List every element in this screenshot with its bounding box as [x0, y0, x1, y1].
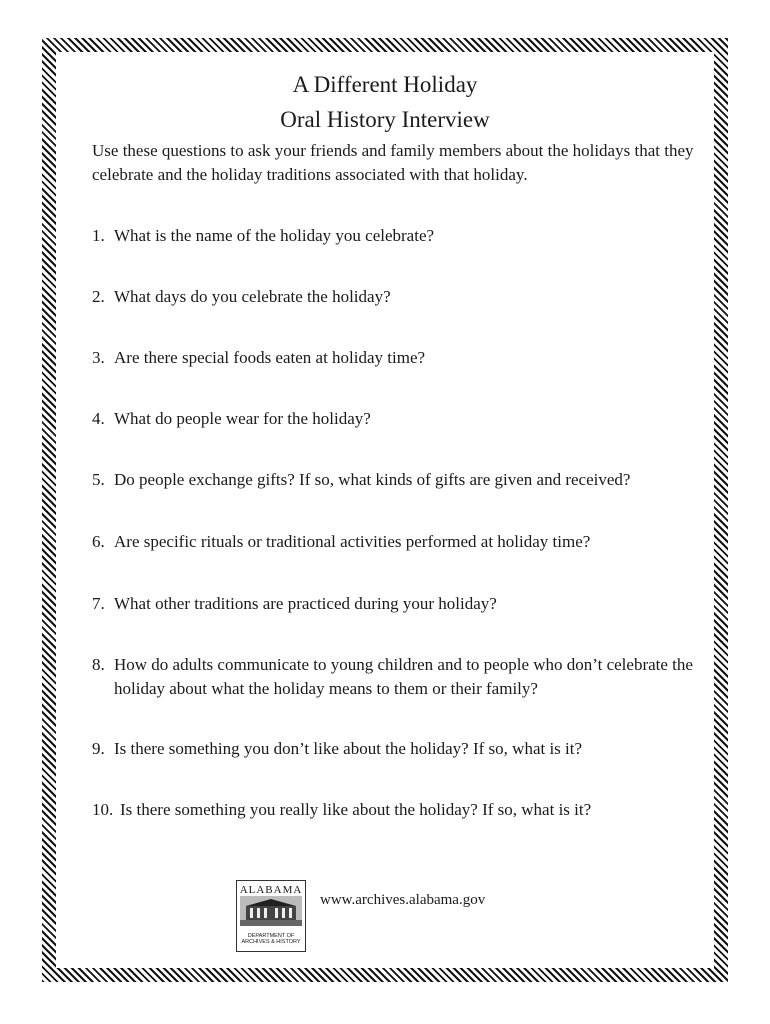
question-number: 5. — [92, 470, 105, 489]
question-text: What other traditions are practiced during your holiday? — [114, 594, 497, 613]
question-text: What do people wear for the holiday? — [114, 409, 371, 428]
question-text: Is there something you really like about the holiday? If so, what is it? — [120, 800, 592, 819]
question-item — [92, 346, 702, 370]
question-number: 4. — [92, 409, 105, 428]
question-item — [92, 530, 702, 554]
question-text: How do adults communicate to young children and to people who don’t celebrate the holiday about what the holiday means to them or their family? — [114, 655, 693, 698]
question-text: Is there something you don’t like about the holiday? If so, what is it? — [114, 739, 583, 758]
logo-title: ALABAMA — [239, 884, 303, 896]
question-item — [92, 798, 702, 822]
question-text: Are there special foods eaten at holiday time? — [114, 348, 426, 367]
question-number: 1. — [92, 226, 105, 245]
alabama-archives-logo — [236, 880, 306, 952]
page-title: A Different Holiday — [292, 72, 478, 97]
question-number: 10. — [92, 800, 114, 819]
question-number: 9. — [92, 739, 105, 758]
building-icon — [240, 896, 302, 926]
question-number: 7. — [92, 594, 105, 613]
question-number: 6. — [92, 532, 105, 551]
question-number: 3. — [92, 348, 105, 367]
question-item — [92, 285, 702, 309]
question-text: Do people exchange gifts? If so, what kinds of gifts are given and received? — [114, 470, 631, 489]
question-item — [92, 592, 702, 616]
question-number: 2. — [92, 287, 105, 306]
website-link[interactable]: www.archives.alabama.gov — [320, 892, 486, 908]
intro-paragraph: Use these questions to ask your friends and family members about the holidays that they celebrate and the holiday traditions associated with that holiday. — [92, 141, 694, 184]
page-subtitle: Oral History Interview — [280, 107, 490, 132]
question-item — [92, 737, 702, 761]
question-item — [92, 468, 702, 492]
question-item — [92, 224, 702, 248]
question-item — [92, 653, 702, 701]
question-text: What days do you celebrate the holiday? — [114, 287, 391, 306]
question-text: What is the name of the holiday you celebrate? — [114, 226, 435, 245]
question-number: 8. — [92, 655, 105, 674]
page-content-area — [56, 52, 714, 968]
logo-subtitle: DEPARTMENT OF ARCHIVES & HISTORY — [241, 933, 301, 945]
question-item — [92, 407, 702, 431]
question-text: Are specific rituals or traditional activities performed at holiday time? — [114, 532, 591, 551]
